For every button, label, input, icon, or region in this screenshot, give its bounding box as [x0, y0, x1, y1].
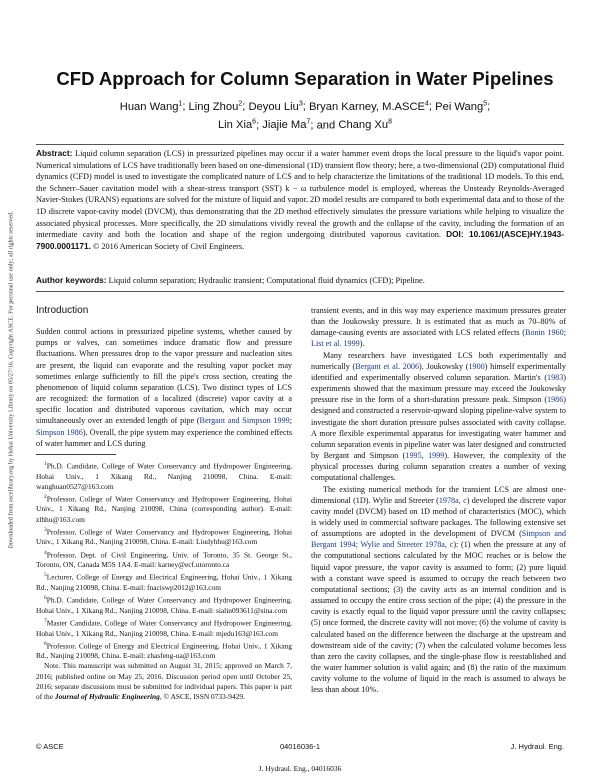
keywords-label: Author keywords:: [36, 275, 107, 285]
citation-link[interactable]: List et al. 1999: [311, 339, 360, 349]
paper-title: CFD Approach for Column Separation in Water Pipelines: [56, 68, 554, 89]
footnotes: [36, 459, 292, 702]
paragraph: The existing numerical methods for the transient LCS are almost one-dimensional (1D). Wylie and Streeter (1978a, c) developed the discrete vapor cavity model (DVCM) based on 1D method of characteristics (MOC), which is widely used in commercial software packages. The following extensive set of assumptions are adopted in the development of DVCM (Simpson and Bergant 1994; Wylie and Streeter 1978a, c): (1) when the pressure at any of the computational sections calculated by the MOC reaches or is below the liquid vapor pressure, the vapor cavity is assumed to form; (2) pure liquid with a constant wave speed is assumed to occupy the reach between two computational sections; (3) the cavity acts as an internal condition and is assumed to occupy the entire cross section of the pipe; (4) the pressure in the cavity is exactly equal to the liquid vapor pressure until the cavity collapses; (5) once formed, the discrete cavity will not move; (6) the volume of cavity is calculated based on the difference between the discharge at the upstream and downstream side of the cavity; (7) when the calculated volume becomes less than zero the cavity collapses, and the single-phase flow is reestablished and the water hammer solution is valid again; and (8) the ratio of the maximum cavity volume to the volume of liquid in the reach is assumed to always be less than about 10%.: [311, 484, 566, 695]
footnote-rule: [36, 454, 116, 455]
author-list: Huan Wang$^1$; Ling Zhou$^2$; Deyou Liu$^3$; Bryan Karney, M.ASCE$^4$; Pei Wang$^5$; Lin Xia$^6$; Jiajie Ma$^7$; and Chang Xu$^8$: [119, 100, 491, 132]
author: Lin Xia$^6$: [217, 118, 257, 132]
author: Jiajie Ma$^7$: [262, 118, 311, 132]
citation-link[interactable]: Simpson and Bergant 1994; Wylie and Streeter 1978a, c: [311, 529, 566, 550]
paragraph: Sudden control actions in pressurized pipeline systems, whether caused by pumps or valves, can sometimes induce dramatic flow and pressure fluctuations. When pressures drop to the vapor pressure and nucleation sites are present, the liquid can evaporate and the resulting vapor pocket may sometimes enlarge sufficiently to fill the pipe's cross section, creating the phenomenon of liquid column separation (LCS). Two distinct types of LCS are recognized: the formation of a localized (discrete) vapor cavity at a specific location and distributed vaporous cavitation, which may occur simultaneously over an extended length of pipe (Bergant and Simpson 1999; Simpson 1986). Overall, the pipe system may experience the combined effects of water hammer and LCS during: [36, 327, 292, 448]
footer-page-id: 04016036-1: [279, 742, 321, 751]
footnote: $^1$Ph.D. Candidate, College of Water Conservancy and Hydropower Engineering, Hohai Univ., 1 Xikang Rd., Nanjing 210098, China. E-mail: wanghuan0527@163.com: [36, 460, 292, 491]
left-column: [36, 305, 292, 702]
abstract: [36, 148, 564, 252]
author: Ling Zhou$^2$: [188, 100, 243, 113]
section-heading: Introduction: [36, 305, 89, 316]
author: Bryan Karney, M.ASCE$^4$: [308, 100, 429, 113]
footnote: $^6$Ph.D. Candidate, College of Water Conservancy and Hydropower Engineering, Hohai Univ., 1 Xikang Rd., Nanjing 210098, China. E-mail: sialin093611@sina.com: [36, 595, 292, 615]
author: Deyou Liu$^3$: [248, 100, 303, 113]
author: Chang Xu$^8$: [338, 118, 393, 132]
citation-link[interactable]: Bergant et al. 2006: [355, 361, 420, 371]
footnote: $^4$Professor, Dept. of Civil Engineering, Univ. of Toronto, 35 St. George St., Toronto, ON, Canada M5S 1A4. E-mail: karney@ecf.utoronto.ca: [36, 549, 292, 570]
footnote: $^2$Professor, College of Water Conservancy and Hydropower Engineering, Hohai Univ., 1 Xikang Rd., Nanjing 210098, China (corresponding author). E-mail: zlhhu@163.com: [36, 493, 292, 524]
citation-link[interactable]: Simpson 1986: [36, 427, 83, 437]
citation-line: J. Hydraul. Eng., 04016036: [258, 764, 342, 773]
doi-link[interactable]: DOI: 10.1061/(ASCE)HY.1943-7900.0001171.: [36, 229, 564, 251]
author: Pei Wang$^5$: [435, 100, 488, 113]
paragraph: Many researchers have investigated LCS both experimentally and numerically (Bergant et al. 2006). Joukowsky (1900) himself experimentally identified and experimentally observed column separation. Martin's (1983) experiments showed that the maximum pressure may exceed the Joukowsky pressure rise in the form of a short-duration pressure peak. Simpson (1986) designed and constructed a reservoir-upward sloping pipeline-valve system to investigate the short duration pressure pulses associated with cavity collapse. A more flexible experimental apparatus for investigating water hammer and column separation events in pipeline water was later designed and constructed by Bergant and Simpson (1995, 1999). However, the complexity of the physical processes during column separation creates a number of vexing computational challenges.: [311, 350, 566, 483]
footer-left: © ASCE: [36, 742, 64, 751]
footnote: $^3$Professor, College of Water Conservancy and Hydropower Engineering, Hohai Univ., 1 Xikang Rd., Nanjing 210098, China. E-mail: Liudyhhu@163.com: [36, 526, 292, 547]
citation-link[interactable]: Bonin 1960: [524, 328, 564, 338]
right-column: [311, 305, 566, 695]
citation-link[interactable]: 1978a, c: [438, 495, 467, 505]
keywords: [36, 275, 564, 287]
author: Huan Wang$^1$: [119, 100, 183, 113]
divider: [36, 291, 564, 292]
citation-link[interactable]: 1900: [468, 361, 485, 371]
citation-link[interactable]: 1986: [547, 395, 564, 405]
footer-journal: J. Hydraul. Eng.: [510, 742, 564, 751]
submission-note: Note. This manuscript was submitted on August 31, 2015; approved on March 7, 2016; published online on May 25, 2016. Discussion period open until October 25, 2016; separate discussions must be submitted for individual papers. This paper is part of the Journal of Hydraulic Engineering, © ASCE, ISSN 0733-9429.: [36, 661, 292, 701]
citation-link[interactable]: 1995, 1999: [405, 451, 445, 461]
citation-link[interactable]: 1983: [547, 372, 564, 382]
footnote: $^7$Master Candidate, College of Water Conservancy and Hydropower Engineering, Hohai Univ., 1 Xikang Rd., Nanjing 210098, China. E-mail: mjedu163@163.com: [36, 617, 292, 638]
footnote: $^5$Lecturer, College of Energy and Electrical Engineering, Hohai Univ., 1 Xikang Rd., Nanjing 210098, China. E-mail: fnaciswp2012@163.com: [36, 572, 292, 592]
download-notice-text: Downloaded from ascelibrary.org by Hohai University Library on 05/27/16. Copyright ASCE. For personal use only; all rights reserved.: [7, 211, 15, 549]
abstract-copyright: © 2016 American Society of Civil Engineers.: [90, 241, 245, 251]
abstract-text: Liquid column separation (LCS) in pressurized pipelines may occur if a water hammer event drops the local pressure to the liquid's vapor point. Numerical simulations of LCS have traditionally been based on one-dimensional (1D) transient flow theory; here, a two-dimensional (2D) computational fluid dynamics (CFD) model is used to investigate the complicated nature of LCS and to help characterize the limitations of the traditional 1D models. To this end, the Schnerr–Sauer cavitation model with a shear-stress transport (SST) k − ω turbulence model is employed, whereas the Unsteady Reynolds-Averaged Navier-Stokes (URANS) equations are solved for the mixture of liquid and vapor. 2D model results are compared to both experimental data and to those of the 1D discrete vapor-cavity model (DVCM), thus demonstrating that the 2D method effectively simulates the pressure variations while helping to visualize the associated physical processes. More specifically, the 2D simulations vividly reveal the growth and the collapse of the cavity, including the formation of an intermediate cavity and both the location and shape of the region undergoing distributed vaporous cavitation.: [36, 149, 564, 240]
citation-link[interactable]: Bergant and Simpson 1999: [199, 416, 290, 426]
abstract-label: Abstract:: [36, 148, 73, 158]
paragraph: transient events, and in this way may experience maximum pressures greater than the Joukowsky pressure. It is estimated that as much as 70–80% of damage-causing events are associated with LCS related effects (Bonin 1960; List et al. 1999).: [311, 306, 566, 349]
footnote: $^8$Professor, College of Energy and Electrical Engineering, Hohai Univ., 1 Xikang Rd., Nanjing 210098, China. E-mail: zhasfeng-ua@163.com: [36, 640, 292, 661]
download-notice: [6, 140, 16, 620]
keywords-text: Liquid column separation; Hydraulic transient; Computational fluid dynamics (CFD); Pipeline.: [106, 276, 425, 285]
divider: [36, 144, 564, 145]
